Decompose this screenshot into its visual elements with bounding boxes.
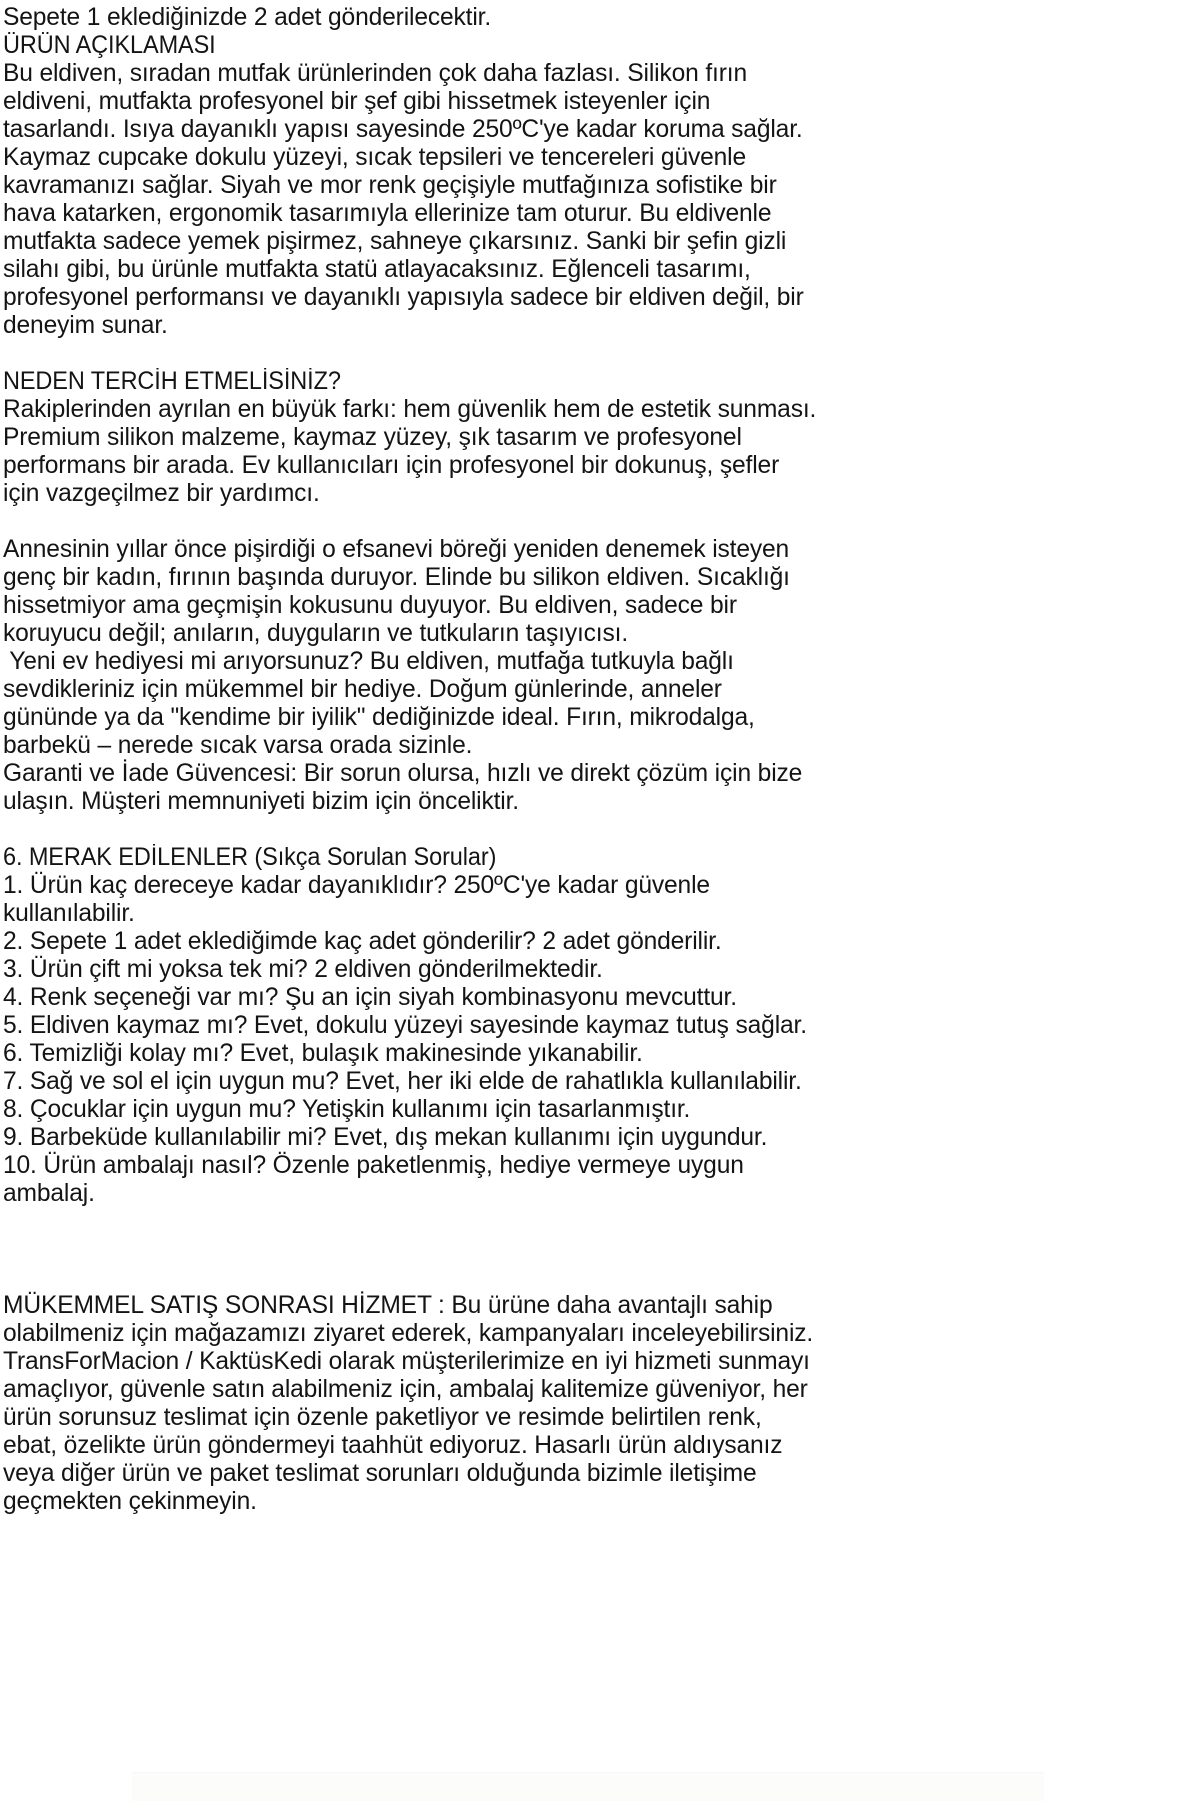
text-line: barbekü – nerede sıcak varsa orada sizinle.: [3, 732, 473, 759]
text-line: 3. Ürün çift mi yoksa tek mi? 2 eldiven gönderilmektedir.: [3, 956, 603, 983]
product-description-document: [3, 4, 1197, 1516]
text-line: 6. MERAK EDİLENLER (Sıkça Sorulan Sorular): [3, 844, 497, 871]
text-line: 8. Çocuklar için uygun mu? Yetişkin kullanımı için tasarlanmıştır.: [3, 1096, 691, 1123]
text-line: gününde ya da "kendime bir iyilik" dediğinizde ideal. Fırın, mikrodalga,: [3, 704, 755, 731]
paragraph-spacer: [3, 508, 1197, 536]
text-line: performans bir arada. Ev kullanıcıları için profesyonel bir dokunuş, şefler: [3, 452, 780, 479]
text-line: olabilmeniz için mağazamızı ziyaret ederek, kampanyaları inceleyebilirsiniz.: [3, 1320, 814, 1347]
paragraph-spacer: [3, 340, 1197, 368]
text-line: tasarlandı. Isıya dayanıklı yapısı sayesinde 250ºC'ye kadar koruma sağlar.: [3, 116, 803, 143]
text-line: mutfakta sadece yemek pişirmez, sahneye çıkarsınız. Sanki bir şefin gizli: [3, 228, 787, 255]
text-line: Yeni ev hediyesi mi arıyorsunuz? Bu eldiven, mutfağa tutkuyla bağlı: [3, 648, 734, 675]
bottom-decorative-band: [132, 1772, 1044, 1801]
text-line: Bu eldiven, sıradan mutfak ürünlerinden çok daha fazlası. Silikon fırın: [3, 60, 747, 87]
text-line: TransForMacion / KaktüsKedi olarak müşterilerimize en iyi hizmeti sunmayı: [3, 1348, 810, 1375]
text-line: ambalaj.: [3, 1180, 95, 1207]
paragraph-spacer: [3, 1208, 1197, 1292]
text-line: NEDEN TERCİH ETMELİSİNİZ?: [3, 368, 341, 395]
text-line: Premium silikon malzeme, kaymaz yüzey, şık tasarım ve profesyonel: [3, 424, 742, 451]
text-line: veya diğer ürün ve paket teslimat sorunları olduğunda bizimle iletişime: [3, 1460, 757, 1487]
text-line: deneyim sunar.: [3, 312, 168, 339]
text-line: Rakiplerinden ayrılan en büyük farkı: hem güvenlik hem de estetik sunması.: [3, 396, 817, 423]
text-line: 1. Ürün kaç dereceye kadar dayanıklıdır? 250ºC'ye kadar güvenle: [3, 872, 710, 899]
text-line: sevdikleriniz için mükemmel bir hediye. Doğum günlerinde, anneler: [3, 676, 722, 703]
paragraph-spacer: [3, 816, 1197, 844]
text-line: MÜKEMMEL SATIŞ SONRASI HİZMET : Bu ürüne daha avantajlı sahip: [3, 1292, 773, 1319]
text-line: ÜRÜN AÇIKLAMASI: [3, 32, 216, 59]
text-line: ulaşın. Müşteri memnuniyeti bizim için önceliktir.: [3, 788, 519, 815]
text-line: 4. Renk seçeneği var mı? Şu an için siyah kombinasyonu mevcuttur.: [3, 984, 737, 1011]
text-line: silahı gibi, bu ürünle mutfakta statü atlayacaksınız. Eğlenceli tasarımı,: [3, 256, 751, 283]
text-line: 2. Sepete 1 adet eklediğimde kaç adet gönderilir? 2 adet gönderilir.: [3, 928, 722, 955]
text-line: Sepete 1 eklediğinizde 2 adet gönderilecektir.: [3, 4, 492, 31]
text-line: ürün sorunsuz teslimat için özenle paketliyor ve resimde belirtilen renk,: [3, 1404, 762, 1431]
text-line: kullanılabilir.: [3, 900, 135, 927]
text-line: amaçlıyor, güvenle satın alabilmeniz için, ambalaj kalitemize güveniyor, her: [3, 1376, 808, 1403]
text-line: 5. Eldiven kaymaz mı? Evet, dokulu yüzeyi sayesinde kaymaz tutuş sağlar.: [3, 1012, 807, 1039]
text-line: genç bir kadın, fırının başında duruyor. Elinde bu silikon eldiven. Sıcaklığı: [3, 564, 790, 591]
text-line: 10. Ürün ambalajı nasıl? Özenle paketlenmiş, hediye vermeye uygun: [3, 1152, 744, 1179]
text-line: için vazgeçilmez bir yardımcı.: [3, 480, 320, 507]
text-line: 7. Sağ ve sol el için uygun mu? Evet, her iki elde de rahatlıkla kullanılabilir.: [3, 1068, 802, 1095]
text-line: profesyonel performansı ve dayanıklı yapısıyla sadece bir eldiven değil, bir: [3, 284, 804, 311]
text-line: kavramanızı sağlar. Siyah ve mor renk geçişiyle mutfağınıza sofistike bir: [3, 172, 777, 199]
text-line: geçmekten çekinmeyin.: [3, 1488, 257, 1515]
text-line: 9. Barbeküde kullanılabilir mi? Evet, dış mekan kullanımı için uygundur.: [3, 1124, 768, 1151]
text-line: koruyucu değil; anıların, duyguların ve tutkuların taşıyıcısı.: [3, 620, 628, 647]
text-line: Annesinin yıllar önce pişirdiği o efsanevi böreği yeniden denemek isteyen: [3, 536, 790, 563]
text-line: Kaymaz cupcake dokulu yüzeyi, sıcak tepsileri ve tencereleri güvenle: [3, 144, 747, 171]
text-line: eldiveni, mutfakta profesyonel bir şef gibi hissetmek isteyenler için: [3, 88, 711, 115]
text-line: hava katarken, ergonomik tasarımıyla ellerinize tam oturur. Bu eldivenle: [3, 200, 772, 227]
text-line: Garanti ve İade Güvencesi: Bir sorun olursa, hızlı ve direkt çözüm için bize: [3, 760, 803, 787]
text-line: hissetmiyor ama geçmişin kokusunu duyuyor. Bu eldiven, sadece bir: [3, 592, 737, 619]
text-line: 6. Temizliği kolay mı? Evet, bulaşık makinesinde yıkanabilir.: [3, 1040, 643, 1067]
text-line: ebat, özelikte ürün göndermeyi taahhüt ediyoruz. Hasarlı ürün aldıysanız: [3, 1432, 783, 1459]
